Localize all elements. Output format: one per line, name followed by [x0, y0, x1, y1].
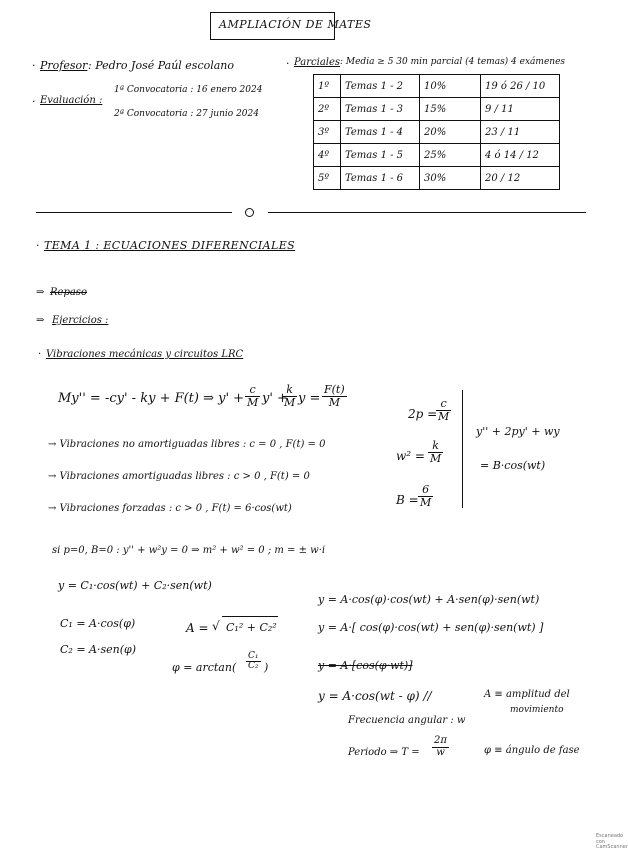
divider-right [268, 212, 586, 213]
frac-num: k [282, 384, 297, 397]
divider-circle [245, 208, 254, 217]
parciales-heading: Parciales [294, 57, 341, 68]
evaluacion-bullet: · [32, 95, 36, 108]
frac-den: M [438, 409, 450, 423]
convocatoria-2: 2ª Convocatoria : 27 junio 2024 [114, 109, 259, 119]
brace-equation-2: = B·cos(wt) [480, 459, 546, 472]
tema-title: TEMA 1 : ECUACIONES DIFERENCIALES [44, 239, 296, 252]
brace-equation-1: y'' + 2py' + wy [476, 425, 560, 438]
angular-frequency: Frecuencia angular : w [348, 715, 466, 726]
table-cell: 15% [420, 98, 481, 121]
table-row [314, 121, 560, 144]
tema-item-vibraciones: Vibraciones mecánicas y circuitos LRC [46, 349, 244, 360]
frac-den: C₂ [248, 661, 259, 672]
table-cell: Temas 1 - 6 [341, 167, 420, 190]
table-cell: 1º [314, 75, 341, 98]
main-equation-left: My'' = -cy' - ky + F(t) ⇒ y' + [58, 391, 245, 406]
table-cell: 4 ó 14 / 12 [481, 144, 560, 167]
arrow-icon: ⇒ [36, 315, 45, 326]
general-solution: y = C₁·cos(wt) + C₂·sen(wt) [58, 579, 212, 592]
table-cell: Temas 1 - 2 [341, 75, 420, 98]
sqrt-icon: √ [212, 619, 220, 633]
table-cell: 9 / 11 [481, 98, 560, 121]
c1-definition: C₁ = A·cos(φ) [60, 617, 136, 630]
phi-close: ) [264, 661, 269, 674]
arrow-icon: ⇒ [36, 287, 45, 298]
frac-num: C₁ [248, 651, 259, 661]
watermark-line-2: CamScanner [596, 844, 628, 850]
frac-k-over-m-2 [428, 440, 443, 464]
parciales-note: : Media ≥ 5 30 min parcial (4 temas) 4 exámenes [340, 57, 566, 67]
amplitude-sqrt: C₁² + C₂² [226, 621, 277, 634]
table-cell: 20 / 12 [481, 167, 560, 190]
bullet-amortiguadas: → Vibraciones amortiguadas libres : c > 0 , F(t) = 0 [48, 471, 310, 482]
table-cell: 2º [314, 98, 341, 121]
amplitude-note-1: A ≡ amplitud del [484, 689, 570, 700]
phi-definition: φ = arctan( [172, 661, 237, 674]
main-equation-mid: y' + [262, 391, 288, 406]
frac-den: M [328, 395, 340, 409]
frac-den: w [436, 746, 445, 758]
frac-num: 6 [418, 484, 433, 497]
period-label: Periodo ⇒ T = [348, 747, 420, 758]
sqrt-bar [222, 616, 278, 617]
c2-definition: C₂ = A·sen(φ) [60, 643, 137, 656]
frac-num: F(t) [324, 383, 345, 396]
table-cell: 25% [420, 144, 481, 167]
def-B: B = [396, 493, 419, 507]
frac-num: k [428, 440, 443, 453]
frac-c-over-m [245, 384, 260, 408]
main-equation-mid2: y = [298, 391, 321, 406]
frac-num: c [436, 398, 451, 411]
convocatoria-1: 1ª Convocatoria : 16 enero 2024 [114, 85, 263, 95]
divider-left [36, 212, 232, 213]
frac-2pi-over-w [432, 736, 449, 758]
profesor-bullet: · [32, 59, 36, 72]
phase-note: φ ≡ ángulo de fase [484, 745, 580, 756]
frac-c1-over-c2 [246, 652, 261, 672]
frac-den: M [247, 395, 259, 409]
tema-item-ejercicios: Ejercicios : [52, 315, 109, 326]
table-cell: 20% [420, 121, 481, 144]
table-cell: Temas 1 - 4 [341, 121, 420, 144]
evaluacion-label: Evaluación : [40, 95, 103, 106]
frac-f-over-m [322, 384, 347, 408]
page-title: AMPLIACIÓN DE MATES [219, 18, 372, 31]
frac-num: 2π [434, 735, 447, 746]
case-p-zero: si p=0, B=0 : y'' + w²y = 0 ⇒ m² + w² = 0 ; m = ± w·i [52, 545, 326, 556]
frac-k-over-m [282, 384, 297, 408]
profesor-name: : Pedro José Paúl escolano [88, 59, 235, 72]
expansion-2: y = A·[ cos(φ)·cos(wt) + sen(φ)·sen(wt) ] [318, 621, 544, 634]
bullet-no-amortiguadas: → Vibraciones no amortiguadas libres : c = 0 , F(t) = 0 [48, 439, 326, 450]
expansion-1: y = A·cos(φ)·cos(wt) + A·sen(φ)·sen(wt) [318, 593, 540, 606]
frac-den: M [430, 451, 442, 465]
tema-item-repaso: Repaso [50, 287, 87, 298]
table-cell: 3º [314, 121, 341, 144]
table-cell: 4º [314, 144, 341, 167]
frac-den: M [420, 495, 432, 509]
def-2p: 2p = [408, 407, 438, 421]
amplitude-note-2: movimiento [510, 705, 564, 715]
table-row [314, 167, 560, 190]
frac-num: c [245, 384, 260, 397]
brace [462, 390, 471, 508]
expansion-struck: y = A·[cos(φ·wt)] [318, 659, 413, 672]
vibraciones-bullet: · [38, 349, 42, 360]
table-row [314, 75, 560, 98]
amplitude-label: A = [186, 621, 209, 635]
scanner-watermark [596, 834, 628, 851]
parciales-table [313, 74, 560, 190]
frac-den: M [284, 395, 296, 409]
table-row [314, 98, 560, 121]
table-cell: 23 / 11 [481, 121, 560, 144]
final-solution: y = A·cos(wt - φ) // [318, 689, 432, 703]
table-cell: 30% [420, 167, 481, 190]
tema-bullet: · [36, 239, 40, 252]
frac-6-over-m [418, 484, 433, 508]
bullet-forzadas: → Vibraciones forzadas : c > 0 , F(t) = 6·cos(wt) [48, 503, 292, 514]
table-cell: 10% [420, 75, 481, 98]
watermark-line-1: Escaneado con [596, 833, 624, 845]
parciales-bullet: · [286, 57, 290, 70]
table-row [314, 144, 560, 167]
frac-c-over-m-2 [436, 398, 451, 422]
table-cell: 19 ó 26 / 10 [481, 75, 560, 98]
def-w2: w² = [396, 449, 425, 463]
profesor-label: Profesor [40, 59, 88, 72]
table-cell: Temas 1 - 5 [341, 144, 420, 167]
table-cell: Temas 1 - 3 [341, 98, 420, 121]
table-cell: 5º [314, 167, 341, 190]
